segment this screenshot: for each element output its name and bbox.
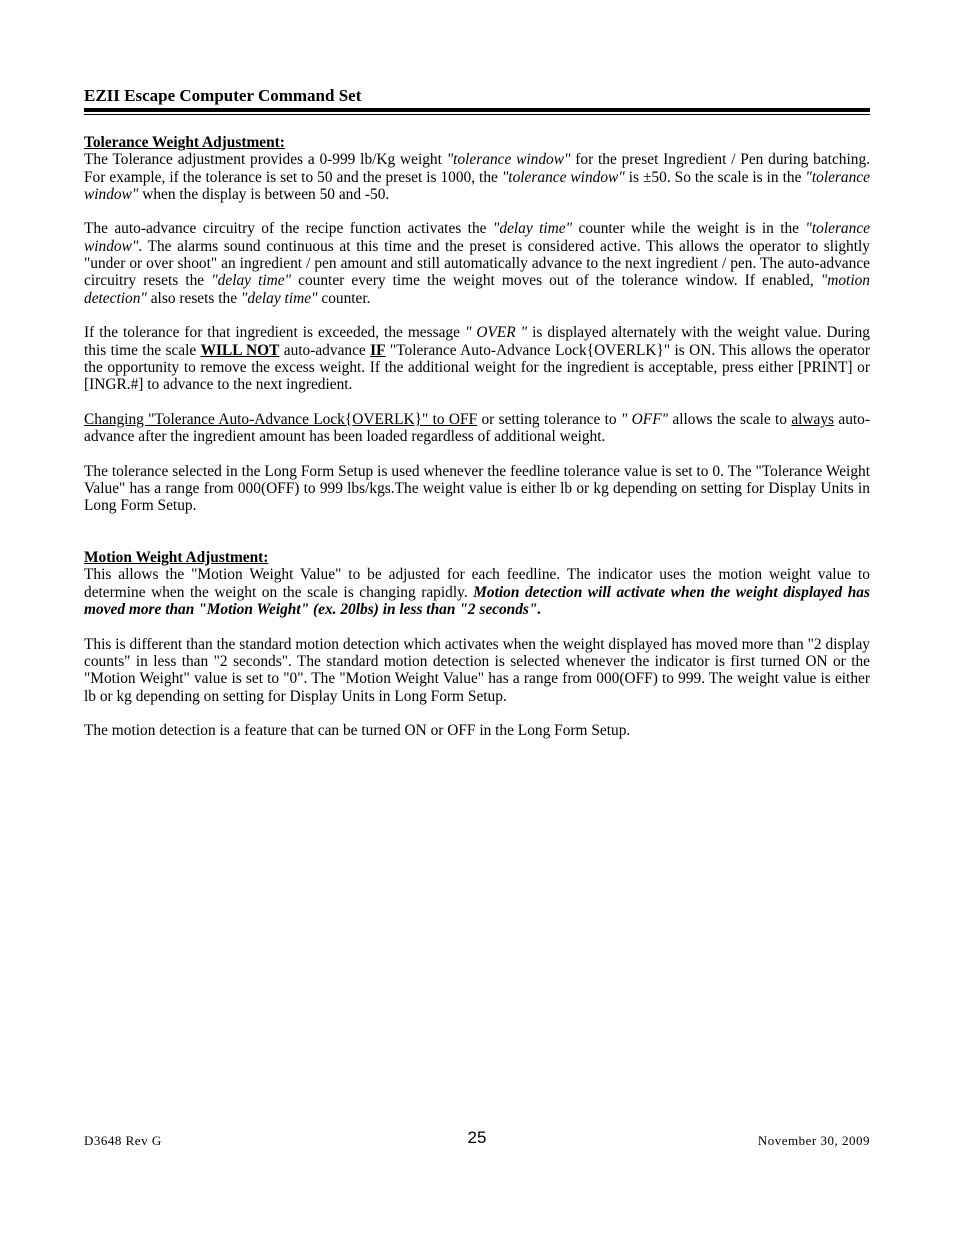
tolerance-paragraph-3 xyxy=(84,324,870,393)
text-run: counter. xyxy=(317,289,371,307)
emphasis-will-not: WILL NOT xyxy=(200,341,280,359)
italic-term: "motion detection" xyxy=(84,272,870,307)
footer-page-number: 25 xyxy=(467,1128,487,1147)
text-run: allows the scale to xyxy=(668,410,792,428)
section-gap xyxy=(84,532,870,549)
motion-paragraph-2: This is different than the standard motion detection which activates when the weight displayed has moved more than "2 display counts" in less than "2 seconds". The standard motion detection is selected whenever the indicator is first turned ON or the "Motion Weight" value is set to "0". The "Motion Weight Value" has a range from 000(OFF) to 999. The weight value is either lb or kg depending on setting for Display Units in Long Form Setup. xyxy=(84,635,870,705)
tolerance-paragraph-1 xyxy=(84,151,870,203)
text-run: when the display is between 50 and -50. xyxy=(138,185,390,203)
tolerance-paragraph-2 xyxy=(84,220,870,306)
text-run: for the preset Ingredient / Pen during batching. For example, if the tolerance is set to 50 and the preset is 1000, the xyxy=(84,151,870,186)
text-run: The auto-advance circuitry of the recipe function activates the xyxy=(84,220,493,238)
emphasis-if: IF xyxy=(370,341,386,359)
text-run: . The alarms sound continuous at this time and the preset is considered active. This allows the operator to slightly "under or over shoot" an ingredient / pen amount and still automatically advance to the next ingredient / pen. The auto-advance circuitry resets the xyxy=(84,237,870,290)
italic-term: "tolerance window" xyxy=(446,151,571,169)
text-run: also resets the xyxy=(146,289,241,307)
text-run: or setting tolerance to xyxy=(477,410,621,428)
italic-term: "delay time" xyxy=(240,289,318,307)
text-run: The Tolerance adjustment provides a 0-999 lb/Kg weight xyxy=(84,151,447,169)
section-heading-motion: Motion Weight Adjustment: xyxy=(84,549,269,567)
header-rule-thin xyxy=(84,114,870,115)
text-run: counter every time the weight moves out of the tolerance window. If enabled, xyxy=(291,272,821,290)
text-run: is displayed alternately with the weight value. During this time the scale xyxy=(84,324,870,359)
page-header-title: EZII Escape Computer Command Set xyxy=(84,86,362,105)
page-body xyxy=(84,134,870,757)
text-run: is ±50. So the scale is in the xyxy=(624,168,806,186)
text-run: auto-advance xyxy=(279,341,371,359)
footer-date: November 30, 2009 xyxy=(757,1133,870,1148)
italic-term: "delay time" xyxy=(492,220,573,238)
italic-term: " OFF" xyxy=(620,410,669,428)
italic-term: "tolerance window" xyxy=(84,220,870,255)
italic-term: "tolerance window" xyxy=(501,168,625,186)
italic-term: "tolerance window" xyxy=(84,168,870,203)
section-heading-tolerance: Tolerance Weight Adjustment: xyxy=(84,134,285,151)
footer-doc-id: D3648 Rev G xyxy=(84,1133,162,1148)
tolerance-paragraph-4 xyxy=(84,411,870,446)
text-run: This allows the "Motion Weight Value" to be adjusted for each feedline. The indicator uses the motion weight value to determine when the weight on the scale is changing rapidly. xyxy=(84,566,870,601)
italic-term: "delay time" xyxy=(211,272,292,290)
text-run: If the tolerance for that ingredient is exceeded, the message xyxy=(84,324,465,342)
italic-term: " OVER " xyxy=(464,324,528,342)
header-rule-thick xyxy=(84,108,870,112)
underlined-word-always: always xyxy=(791,410,835,428)
text-run: "Tolerance Auto-Advance Lock{OVERLK}" is ON. This allows the operator the opportunity to remove the excess weight. If the additional weight for the ingredient is acceptable, press either [PRINT] or [INGR.#] to advance to the next ingredient. xyxy=(84,341,871,394)
underlined-phrase: Changing "Tolerance Auto-Advance Lock{OVERLK}" to OFF xyxy=(84,410,478,428)
text-run: counter while the weight is in the xyxy=(572,220,806,238)
motion-paragraph-3: The motion detection is a feature that can be turned ON or OFF in the Long Form Setup. xyxy=(84,722,631,740)
bold-italic-statement: Motion detection will activate when the weight displayed has moved more than "Motion Weight" (ex. 20lbs) in less than "2 seconds". xyxy=(84,583,870,619)
motion-paragraph-1 xyxy=(84,566,870,618)
text-run: auto-advance after the ingredient amount has been loaded regardless of additional weight. xyxy=(84,410,870,446)
tolerance-paragraph-5: The tolerance selected in the Long Form Setup is used whenever the feedline tolerance value is set to 0. The "Tolerance Weight Value" has a range from 000(OFF) to 999 lbs/kgs.The weight value is either lb or kg depending on setting for Display Units in Long Form Setup. xyxy=(84,462,870,515)
